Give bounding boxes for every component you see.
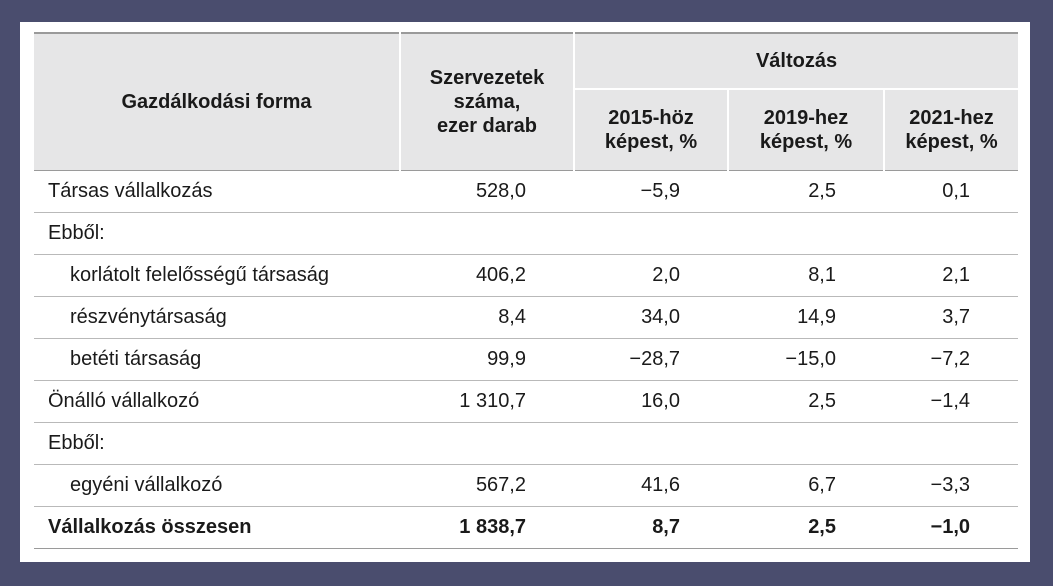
row-change-2015: 34,0 (574, 297, 728, 339)
row-count: 8,4 (400, 297, 574, 339)
header-form: Gazdálkodási forma (34, 33, 400, 171)
row-label: betéti társaság (34, 339, 400, 381)
row-change-2015: 41,6 (574, 465, 728, 507)
row-change-2021: −3,3 (884, 465, 1018, 507)
row-label: Társas vállalkozás (34, 171, 400, 213)
header-count (400, 33, 574, 171)
header-count-line2: száma, (453, 91, 521, 113)
header-change-group: Változás (574, 33, 1018, 89)
table-row (34, 339, 1018, 381)
row-change-2021: 2,1 (884, 255, 1018, 297)
row-change-2019 (728, 423, 884, 465)
table-row (34, 255, 1018, 297)
row-change-2021 (884, 423, 1018, 465)
row-change-2015: −5,9 (574, 171, 728, 213)
row-change-2021: 3,7 (884, 297, 1018, 339)
table-row (34, 213, 1018, 255)
row-label: korlátolt felelősségű társaság (34, 255, 400, 297)
row-change-2015: −28,7 (574, 339, 728, 381)
row-change-2019: 2,5 (728, 381, 884, 423)
header-vs-2019-line2: képest, % (759, 131, 853, 153)
row-change-2015: 16,0 (574, 381, 728, 423)
row-label: részvénytársaság (34, 297, 400, 339)
table-header (34, 33, 1018, 171)
header-count-line3: ezer darab (436, 115, 538, 137)
row-change-2019 (728, 213, 884, 255)
row-change-2021: −7,2 (884, 339, 1018, 381)
header-vs-2019 (728, 89, 884, 171)
row-count (400, 213, 574, 255)
row-change-2019: 2,5 (728, 171, 884, 213)
header-vs-2015-line1: 2015-höz (608, 107, 694, 129)
row-count: 1 838,7 (400, 507, 574, 549)
table-total-row (34, 507, 1018, 549)
table-row (34, 297, 1018, 339)
row-change-2015: 2,0 (574, 255, 728, 297)
row-change-2019: 8,1 (728, 255, 884, 297)
row-change-2021: −1,0 (884, 507, 1018, 549)
row-change-2021: −1,4 (884, 381, 1018, 423)
row-label: Vállalkozás összesen (34, 507, 400, 549)
header-vs-2015-line2: képest, % (604, 131, 698, 153)
table-body (34, 171, 1018, 549)
header-count-line1: Szervezetek (429, 67, 545, 89)
row-count: 1 310,7 (400, 381, 574, 423)
row-label: Ebből: (34, 423, 400, 465)
row-label: Ebből: (34, 213, 400, 255)
header-vs-2015 (574, 89, 728, 171)
row-change-2015 (574, 423, 728, 465)
row-change-2019: 2,5 (728, 507, 884, 549)
row-change-2015 (574, 213, 728, 255)
table-row (34, 381, 1018, 423)
row-change-2019: 6,7 (728, 465, 884, 507)
table-card (20, 22, 1030, 562)
table-row (34, 171, 1018, 213)
row-count: 528,0 (400, 171, 574, 213)
row-change-2015: 8,7 (574, 507, 728, 549)
row-change-2019: −15,0 (728, 339, 884, 381)
row-count: 406,2 (400, 255, 574, 297)
row-count: 99,9 (400, 339, 574, 381)
row-label: Önálló vállalkozó (34, 381, 400, 423)
enterprise-table (34, 32, 1018, 549)
row-change-2019: 14,9 (728, 297, 884, 339)
header-vs-2021 (884, 89, 1018, 171)
row-label: egyéni vállalkozó (34, 465, 400, 507)
row-count: 567,2 (400, 465, 574, 507)
header-vs-2019-line1: 2019-hez (763, 107, 849, 129)
header-vs-2021-line1: 2021-hez (909, 107, 994, 129)
row-change-2021: 0,1 (884, 171, 1018, 213)
header-vs-2021-line2: képest, % (905, 131, 998, 153)
row-count (400, 423, 574, 465)
row-change-2021 (884, 213, 1018, 255)
table-row (34, 423, 1018, 465)
table-row (34, 465, 1018, 507)
